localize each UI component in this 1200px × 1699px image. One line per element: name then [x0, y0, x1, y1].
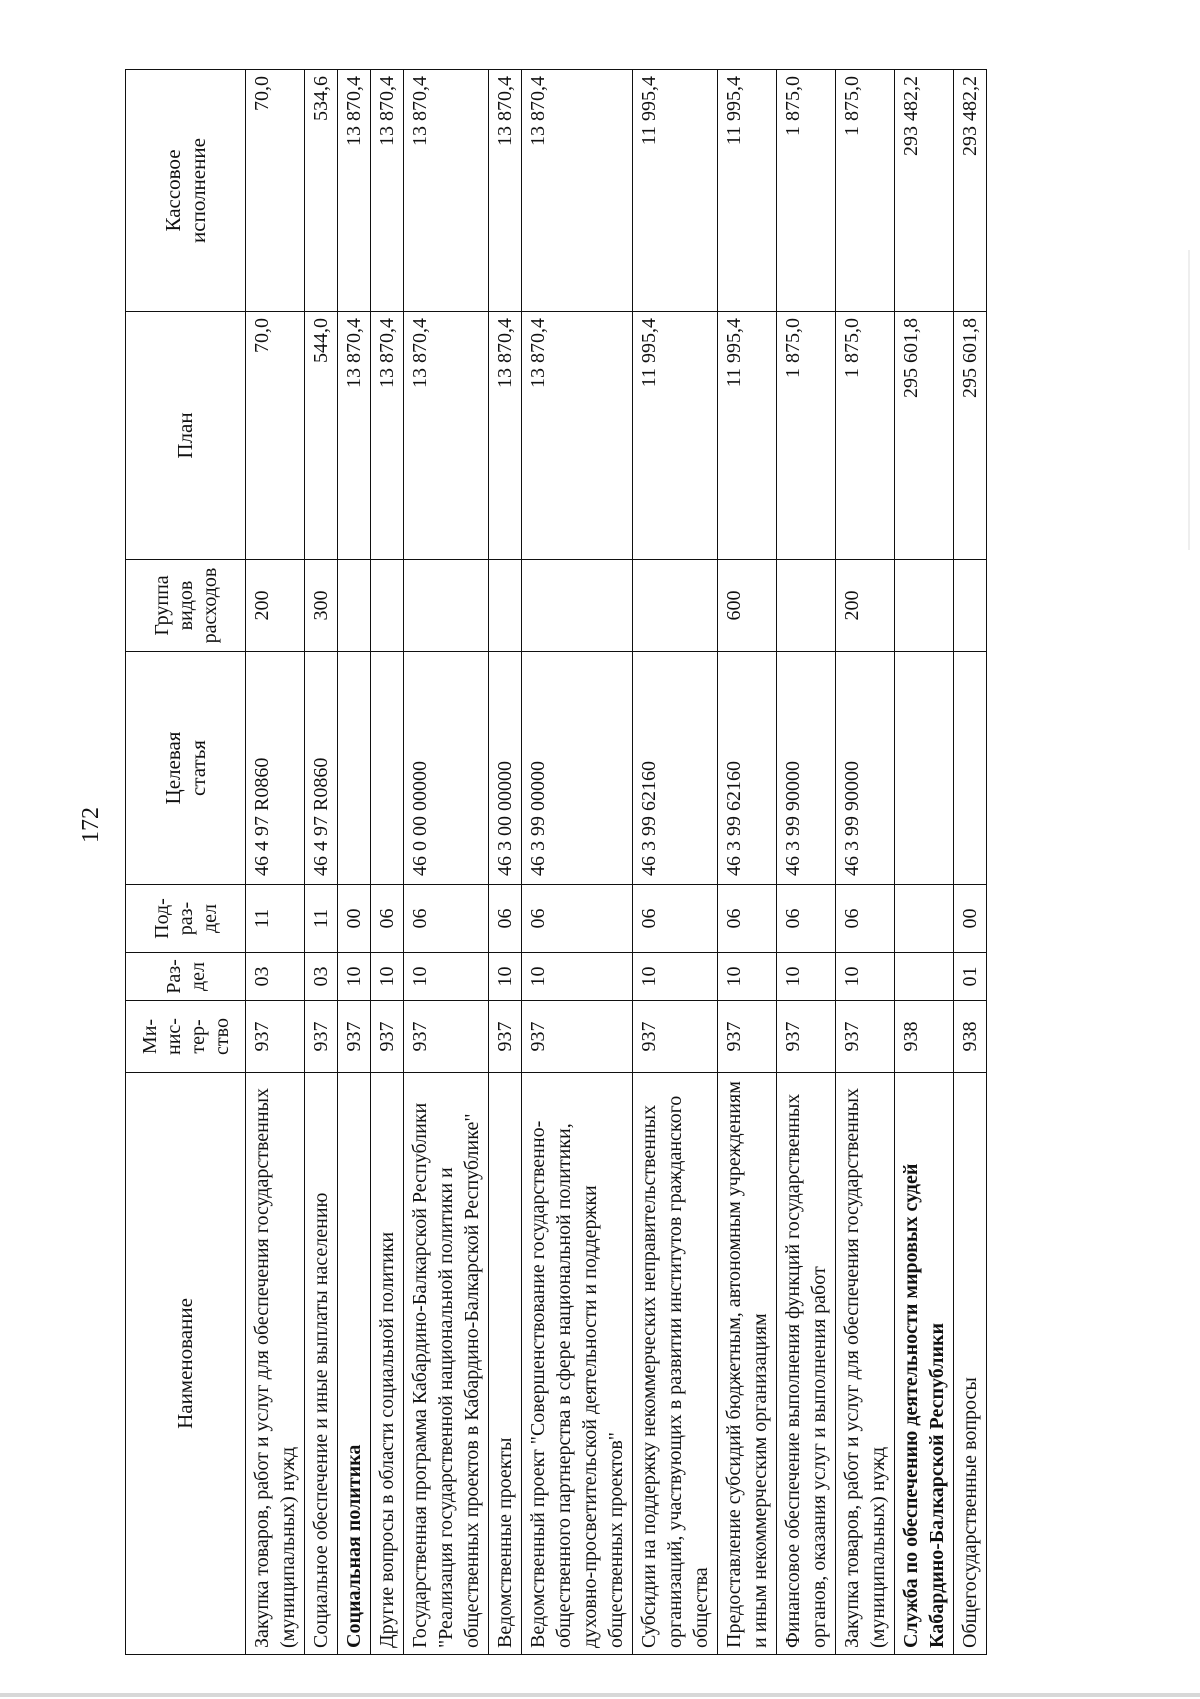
cell-subsection: 06 [522, 885, 633, 953]
cell-execution: 1 875,0 [777, 70, 836, 312]
cell-section: 10 [404, 953, 489, 1001]
cell-ministry: 937 [633, 1001, 718, 1073]
cell-execution: 70,0 [246, 70, 305, 312]
cell-section: 03 [305, 953, 338, 1001]
cell-target: 46 3 99 62160 [633, 652, 718, 885]
cell-section [895, 953, 954, 1001]
table-row [836, 70, 895, 1655]
cell-subsection [895, 885, 954, 953]
header-execution: Кассовое исполнение [126, 70, 246, 312]
cell-name: Социальное обеспечение и иные выплаты населению [305, 1073, 338, 1655]
cell-subsection: 06 [836, 885, 895, 953]
cell-name: Социальная политика [338, 1073, 371, 1655]
cell-ministry: 937 [246, 1001, 305, 1073]
cell-section: 03 [246, 953, 305, 1001]
cell-target [371, 652, 404, 885]
header-section: Раз- дел [126, 953, 246, 1001]
cell-target: 46 4 97 R0860 [305, 652, 338, 885]
cell-target: 46 0 00 00000 [404, 652, 489, 885]
header-name: Наименование [126, 1073, 246, 1655]
cell-subsection: 00 [954, 885, 987, 953]
cell-ministry: 937 [404, 1001, 489, 1073]
table-row [718, 70, 777, 1655]
cell-subsection: 06 [404, 885, 489, 953]
cell-plan: 13 870,4 [489, 312, 522, 560]
cell-group [404, 560, 489, 652]
cell-name: Закупка товаров, работ и услуг для обеспечения государственных (муниципальных) нужд [836, 1073, 895, 1655]
cell-name: Служба по обеспечению деятельности мировых судей Кабардино-Балкарской Республики [895, 1073, 954, 1655]
cell-section: 10 [718, 953, 777, 1001]
header-target: Целевая статья [126, 652, 246, 885]
cell-execution: 11 995,4 [633, 70, 718, 312]
scan-edge-mark [1188, 250, 1190, 550]
cell-plan: 1 875,0 [836, 312, 895, 560]
cell-target [338, 652, 371, 885]
cell-group: 300 [305, 560, 338, 652]
cell-target: 46 3 99 00000 [522, 652, 633, 885]
cell-group [338, 560, 371, 652]
cell-execution: 13 870,4 [489, 70, 522, 312]
table-body [246, 70, 987, 1655]
cell-execution: 534,6 [305, 70, 338, 312]
cell-plan: 13 870,4 [404, 312, 489, 560]
cell-name: Ведомственный проект "Совершенствование государственно-общественного партнерства в сфере национальной политики, духовно-просветительской деятельности и поддержки общественных проектов" [522, 1073, 633, 1655]
cell-name: Общегосударственные вопросы [954, 1073, 987, 1655]
cell-section: 10 [777, 953, 836, 1001]
cell-execution: 13 870,4 [371, 70, 404, 312]
cell-ministry: 937 [777, 1001, 836, 1073]
table-row [404, 70, 489, 1655]
cell-target: 46 4 97 R0860 [246, 652, 305, 885]
cell-subsection: 06 [633, 885, 718, 953]
cell-name: Государственная программа Кабардино-Балкарской Республики "Реализация государственной национальной политики и общественных проектов в Кабардино-Балкарской Республике" [404, 1073, 489, 1655]
cell-plan: 295 601,8 [895, 312, 954, 560]
table-row [633, 70, 718, 1655]
cell-subsection: 06 [371, 885, 404, 953]
cell-ministry: 937 [522, 1001, 633, 1073]
cell-group [895, 560, 954, 652]
cell-name: Финансовое обеспечение выполнения функций государственных органов, оказания услуг и выполнения работ [777, 1073, 836, 1655]
cell-subsection: 11 [246, 885, 305, 953]
header-plan: План [126, 312, 246, 560]
cell-target [954, 652, 987, 885]
cell-group [777, 560, 836, 652]
cell-execution: 13 870,4 [404, 70, 489, 312]
cell-ministry: 938 [954, 1001, 987, 1073]
cell-execution: 11 995,4 [718, 70, 777, 312]
cell-target: 46 3 99 90000 [836, 652, 895, 885]
cell-execution: 1 875,0 [836, 70, 895, 312]
cell-section: 10 [338, 953, 371, 1001]
cell-group: 600 [718, 560, 777, 652]
cell-section: 10 [633, 953, 718, 1001]
cell-name: Предоставление субсидий бюджетным, автономным учреждениям и иным некоммерческим организациям [718, 1073, 777, 1655]
cell-name: Закупка товаров, работ и услуг для обеспечения государственных (муниципальных) нужд [246, 1073, 305, 1655]
cell-subsection: 06 [777, 885, 836, 953]
table-row [954, 70, 987, 1655]
cell-target [895, 652, 954, 885]
table-row [246, 70, 305, 1655]
header-subsection: Под- раз- дел [126, 885, 246, 953]
cell-ministry: 937 [718, 1001, 777, 1073]
cell-section: 10 [836, 953, 895, 1001]
cell-section: 10 [371, 953, 404, 1001]
cell-plan: 13 870,4 [371, 312, 404, 560]
cell-group [954, 560, 987, 652]
cell-section: 01 [954, 953, 987, 1001]
cell-execution: 13 870,4 [522, 70, 633, 312]
header-group: Группа видов расходов [126, 560, 246, 652]
cell-name: Другие вопросы в области социальной политики [371, 1073, 404, 1655]
budget-table [125, 69, 987, 1655]
cell-plan: 544,0 [305, 312, 338, 560]
cell-section: 10 [489, 953, 522, 1001]
cell-group [633, 560, 718, 652]
cell-ministry: 937 [371, 1001, 404, 1073]
table-header [126, 70, 246, 1655]
cell-ministry: 937 [338, 1001, 371, 1073]
cell-ministry: 937 [489, 1001, 522, 1073]
cell-plan: 11 995,4 [633, 312, 718, 560]
cell-plan: 11 995,4 [718, 312, 777, 560]
cell-subsection: 06 [489, 885, 522, 953]
budget-table-container [125, 70, 1080, 1655]
cell-target: 46 3 99 90000 [777, 652, 836, 885]
cell-section: 10 [522, 953, 633, 1001]
cell-subsection: 06 [718, 885, 777, 953]
cell-plan: 13 870,4 [338, 312, 371, 560]
cell-group [489, 560, 522, 652]
cell-plan: 70,0 [246, 312, 305, 560]
page-number: 172 [78, 807, 104, 843]
cell-target: 46 3 00 00000 [489, 652, 522, 885]
scan-edge-bar [0, 1693, 1200, 1697]
table-row [489, 70, 522, 1655]
cell-group [522, 560, 633, 652]
cell-group [371, 560, 404, 652]
cell-execution: 13 870,4 [338, 70, 371, 312]
table-row [338, 70, 371, 1655]
cell-name: Субсидии на поддержку некоммерческих неправительственных организаций, участвующих в развитии институтов гражданского общества [633, 1073, 718, 1655]
table-row [305, 70, 338, 1655]
cell-name: Ведомственные проекты [489, 1073, 522, 1655]
cell-subsection: 00 [338, 885, 371, 953]
table-row [522, 70, 633, 1655]
cell-target: 46 3 99 62160 [718, 652, 777, 885]
table-row [777, 70, 836, 1655]
cell-execution: 293 482,2 [895, 70, 954, 312]
cell-plan: 1 875,0 [777, 312, 836, 560]
header-ministry: Ми- нис- тер- ство [126, 1001, 246, 1073]
cell-group: 200 [836, 560, 895, 652]
cell-execution: 293 482,2 [954, 70, 987, 312]
cell-ministry: 937 [836, 1001, 895, 1073]
cell-group: 200 [246, 560, 305, 652]
cell-subsection: 11 [305, 885, 338, 953]
cell-plan: 295 601,8 [954, 312, 987, 560]
table-row [895, 70, 954, 1655]
table-row [371, 70, 404, 1655]
cell-plan: 13 870,4 [522, 312, 633, 560]
cell-ministry: 937 [305, 1001, 338, 1073]
cell-ministry: 938 [895, 1001, 954, 1073]
